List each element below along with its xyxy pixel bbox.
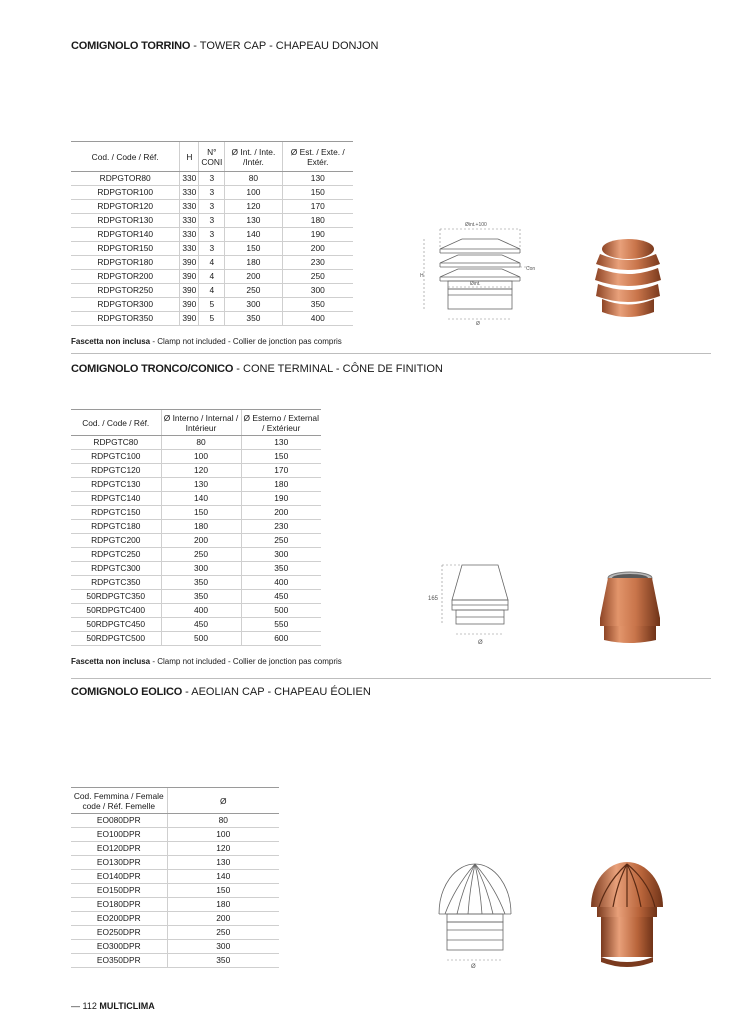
table-row bbox=[71, 618, 321, 632]
table-cell: 300 bbox=[225, 298, 282, 312]
table-cell: 170 bbox=[282, 200, 353, 214]
table-cell: RDPGTC130 bbox=[71, 478, 161, 492]
table-cell: 180 bbox=[167, 898, 279, 912]
table-cell: 200 bbox=[241, 506, 321, 520]
table-cell: 300 bbox=[161, 562, 241, 576]
diagram-label: Øint. bbox=[470, 281, 481, 287]
table-cell: EO080DPR bbox=[71, 814, 167, 828]
table-cell: 100 bbox=[167, 828, 279, 842]
table-row bbox=[71, 186, 353, 200]
table-cell: 130 bbox=[167, 856, 279, 870]
column-header: Ø Esterno / External / Extérieur bbox=[241, 410, 321, 436]
table-row bbox=[71, 590, 321, 604]
table-row bbox=[71, 842, 279, 856]
table-cell: EO140DPR bbox=[71, 870, 167, 884]
table-cell: 300 bbox=[167, 940, 279, 954]
table-cell: 180 bbox=[241, 478, 321, 492]
torrino-product-photo bbox=[590, 236, 666, 324]
table-cell: RDPGTC200 bbox=[71, 534, 161, 548]
table-cell: EO130DPR bbox=[71, 856, 167, 870]
table-cell: EO300DPR bbox=[71, 940, 167, 954]
table-row bbox=[71, 464, 321, 478]
tronco-note: Fascetta non inclusa - Clamp not included - Collier de jonction pas compris bbox=[71, 657, 342, 666]
table-row bbox=[71, 814, 279, 828]
table-cell: EO200DPR bbox=[71, 912, 167, 926]
table-cell: RDPGTOR180 bbox=[71, 256, 180, 270]
tronco-title: COMIGNOLO TRONCO/CONICO - CONE TERMINAL - CÔNE DE FINITION bbox=[71, 363, 443, 375]
table-row bbox=[71, 940, 279, 954]
table-cell: RDPGTC250 bbox=[71, 548, 161, 562]
table-cell: RDPGTOR120 bbox=[71, 200, 180, 214]
table-cell: 330 bbox=[180, 228, 199, 242]
tronco-diagram bbox=[420, 560, 530, 652]
table-cell: 390 bbox=[180, 270, 199, 284]
table-header-row bbox=[71, 410, 321, 436]
table-header-row bbox=[71, 142, 353, 172]
table-cell: RDPGTOR300 bbox=[71, 298, 180, 312]
table-cell: 180 bbox=[161, 520, 241, 534]
table-cell: 130 bbox=[161, 478, 241, 492]
table-cell: 120 bbox=[167, 842, 279, 856]
table-row bbox=[71, 604, 321, 618]
table-cell: 330 bbox=[180, 242, 199, 256]
table-cell: 170 bbox=[241, 464, 321, 478]
table-cell: RDPGTC140 bbox=[71, 492, 161, 506]
table-row bbox=[71, 856, 279, 870]
table-cell: EO120DPR bbox=[71, 842, 167, 856]
table-cell: 4 bbox=[199, 284, 225, 298]
table-cell: 3 bbox=[199, 186, 225, 200]
table-cell: RDPGTOR150 bbox=[71, 242, 180, 256]
table-row bbox=[71, 450, 321, 464]
table-row bbox=[71, 562, 321, 576]
table-cell: 140 bbox=[167, 870, 279, 884]
table-cell: 400 bbox=[161, 604, 241, 618]
table-cell: 5 bbox=[199, 312, 225, 326]
table-cell: 130 bbox=[241, 436, 321, 450]
torrino-diagram bbox=[410, 215, 550, 330]
eolico-table bbox=[71, 787, 279, 968]
table-header-row bbox=[71, 788, 279, 814]
column-header: Ø Est. / Exte. / Extér. bbox=[282, 142, 353, 172]
table-cell: 390 bbox=[180, 284, 199, 298]
table-row bbox=[71, 520, 321, 534]
table-cell: 390 bbox=[180, 298, 199, 312]
table-cell: 400 bbox=[282, 312, 353, 326]
table-cell: 100 bbox=[225, 186, 282, 200]
table-cell: 3 bbox=[199, 214, 225, 228]
table-cell: 230 bbox=[282, 256, 353, 270]
table-row bbox=[71, 478, 321, 492]
table-row bbox=[71, 548, 321, 562]
table-cell: 80 bbox=[161, 436, 241, 450]
table-row bbox=[71, 284, 353, 298]
torrino-title: COMIGNOLO TORRINO - TOWER CAP - CHAPEAU DONJON bbox=[71, 40, 379, 52]
diagram-label: Con bbox=[526, 266, 536, 272]
table-cell: 190 bbox=[282, 228, 353, 242]
table-cell: RDPGTOR80 bbox=[71, 172, 180, 186]
table-cell: 180 bbox=[225, 256, 282, 270]
table-cell: 50RDPGTC350 bbox=[71, 590, 161, 604]
tronco-product-photo bbox=[590, 570, 670, 648]
table-cell: 4 bbox=[199, 270, 225, 284]
table-cell: 140 bbox=[161, 492, 241, 506]
table-cell: 150 bbox=[241, 450, 321, 464]
table-cell: 500 bbox=[241, 604, 321, 618]
table-cell: 50RDPGTC400 bbox=[71, 604, 161, 618]
eolico-product-photo bbox=[585, 852, 670, 977]
table-cell: 450 bbox=[161, 618, 241, 632]
table-cell: 350 bbox=[161, 590, 241, 604]
table-row bbox=[71, 828, 279, 842]
table-cell: 3 bbox=[199, 242, 225, 256]
table-cell: 330 bbox=[180, 186, 199, 200]
table-cell: RDPGTOR200 bbox=[71, 270, 180, 284]
table-row bbox=[71, 214, 353, 228]
tronco-table bbox=[71, 409, 321, 646]
table-cell: 120 bbox=[225, 200, 282, 214]
table-cell: 250 bbox=[241, 534, 321, 548]
table-cell: 250 bbox=[161, 548, 241, 562]
table-row bbox=[71, 436, 321, 450]
table-cell: 150 bbox=[225, 242, 282, 256]
table-row bbox=[71, 200, 353, 214]
table-row bbox=[71, 172, 353, 186]
table-cell: EO100DPR bbox=[71, 828, 167, 842]
table-cell: 500 bbox=[161, 632, 241, 646]
table-row bbox=[71, 912, 279, 926]
table-cell: RDPGTC300 bbox=[71, 562, 161, 576]
eolico-diagram bbox=[425, 852, 525, 972]
table-cell: 350 bbox=[241, 562, 321, 576]
table-cell: EO350DPR bbox=[71, 954, 167, 968]
table-cell: 300 bbox=[282, 284, 353, 298]
table-cell: 4 bbox=[199, 256, 225, 270]
table-cell: RDPGTOR130 bbox=[71, 214, 180, 228]
table-cell: RDPGTC350 bbox=[71, 576, 161, 590]
table-cell: 300 bbox=[241, 548, 321, 562]
column-header: Ø Int. / Inte. /Intér. bbox=[225, 142, 282, 172]
table-cell: 200 bbox=[167, 912, 279, 926]
table-cell: 250 bbox=[282, 270, 353, 284]
table-row bbox=[71, 632, 321, 646]
table-row bbox=[71, 298, 353, 312]
page-number: — 112 bbox=[71, 1001, 97, 1011]
table-row bbox=[71, 870, 279, 884]
diagram-label: H bbox=[420, 273, 424, 279]
table-cell: EO150DPR bbox=[71, 884, 167, 898]
table-cell: 330 bbox=[180, 172, 199, 186]
table-cell: 450 bbox=[241, 590, 321, 604]
table-cell: RDPGTOR250 bbox=[71, 284, 180, 298]
table-cell: 230 bbox=[241, 520, 321, 534]
table-cell: 200 bbox=[225, 270, 282, 284]
table-cell: 350 bbox=[161, 576, 241, 590]
torrino-table bbox=[71, 141, 353, 326]
table-cell: 100 bbox=[161, 450, 241, 464]
table-cell: RDPGTC150 bbox=[71, 506, 161, 520]
eolico-title: COMIGNOLO EOLICO - AEOLIAN CAP - CHAPEAU ÉOLIEN bbox=[71, 686, 371, 698]
table-cell: 330 bbox=[180, 200, 199, 214]
column-header: Cod. / Code / Réf. bbox=[71, 410, 161, 436]
diagram-label: Øint.+100 bbox=[465, 222, 487, 228]
table-cell: EO250DPR bbox=[71, 926, 167, 940]
table-cell: 390 bbox=[180, 312, 199, 326]
table-cell: 600 bbox=[241, 632, 321, 646]
table-row bbox=[71, 898, 279, 912]
page-footer bbox=[71, 1001, 155, 1011]
diagram-label: Ø bbox=[471, 964, 476, 970]
table-cell: RDPGTC120 bbox=[71, 464, 161, 478]
table-row bbox=[71, 256, 353, 270]
table-cell: 190 bbox=[241, 492, 321, 506]
table-cell: RDPGTOR140 bbox=[71, 228, 180, 242]
table-cell: 50RDPGTC500 bbox=[71, 632, 161, 646]
table-cell: 80 bbox=[225, 172, 282, 186]
table-cell: 180 bbox=[282, 214, 353, 228]
table-cell: 150 bbox=[161, 506, 241, 520]
table-cell: RDPGTC80 bbox=[71, 436, 161, 450]
table-cell: 550 bbox=[241, 618, 321, 632]
table-cell: RDPGTOR100 bbox=[71, 186, 180, 200]
table-cell: 130 bbox=[282, 172, 353, 186]
column-header: N° CONI bbox=[199, 142, 225, 172]
table-cell: 3 bbox=[199, 228, 225, 242]
table-row bbox=[71, 576, 321, 590]
table-cell: EO180DPR bbox=[71, 898, 167, 912]
table-row bbox=[71, 312, 353, 326]
table-cell: 330 bbox=[180, 214, 199, 228]
table-row bbox=[71, 884, 279, 898]
table-cell: RDPGTOR350 bbox=[71, 312, 180, 326]
table-row bbox=[71, 506, 321, 520]
table-cell: 50RDPGTC450 bbox=[71, 618, 161, 632]
table-cell: RDPGTC180 bbox=[71, 520, 161, 534]
table-cell: 140 bbox=[225, 228, 282, 242]
column-header: Ø Interno / Internal / Intérieur bbox=[161, 410, 241, 436]
table-cell: RDPGTC100 bbox=[71, 450, 161, 464]
column-header: H bbox=[180, 142, 199, 172]
brand-name: MULTICLIMA bbox=[99, 1001, 155, 1011]
table-row bbox=[71, 270, 353, 284]
torrino-note: Fascetta non inclusa - Clamp not included - Collier de jonction pas compris bbox=[71, 337, 342, 346]
table-cell: 150 bbox=[167, 884, 279, 898]
table-cell: 400 bbox=[241, 576, 321, 590]
table-row bbox=[71, 534, 321, 548]
table-cell: 150 bbox=[282, 186, 353, 200]
divider bbox=[71, 678, 711, 679]
table-cell: 250 bbox=[225, 284, 282, 298]
table-cell: 350 bbox=[282, 298, 353, 312]
table-row bbox=[71, 954, 279, 968]
table-cell: 80 bbox=[167, 814, 279, 828]
table-cell: 350 bbox=[167, 954, 279, 968]
table-cell: 250 bbox=[167, 926, 279, 940]
table-cell: 200 bbox=[282, 242, 353, 256]
table-row bbox=[71, 242, 353, 256]
diagram-label: Ø bbox=[478, 640, 483, 646]
table-row bbox=[71, 492, 321, 506]
diagram-label: 165 bbox=[428, 596, 439, 602]
table-cell: 120 bbox=[161, 464, 241, 478]
table-cell: 3 bbox=[199, 200, 225, 214]
table-cell: 200 bbox=[161, 534, 241, 548]
table-cell: 3 bbox=[199, 172, 225, 186]
table-row bbox=[71, 926, 279, 940]
column-header: Cod. / Code / Réf. bbox=[71, 142, 180, 172]
table-cell: 130 bbox=[225, 214, 282, 228]
table-cell: 390 bbox=[180, 256, 199, 270]
table-row bbox=[71, 228, 353, 242]
column-header: Ø bbox=[167, 788, 279, 814]
table-cell: 350 bbox=[225, 312, 282, 326]
divider bbox=[71, 353, 711, 354]
diagram-label: Ø bbox=[476, 321, 480, 327]
column-header: Cod. Femmina / Female code / Réf. Femelle bbox=[71, 788, 167, 814]
table-cell: 5 bbox=[199, 298, 225, 312]
